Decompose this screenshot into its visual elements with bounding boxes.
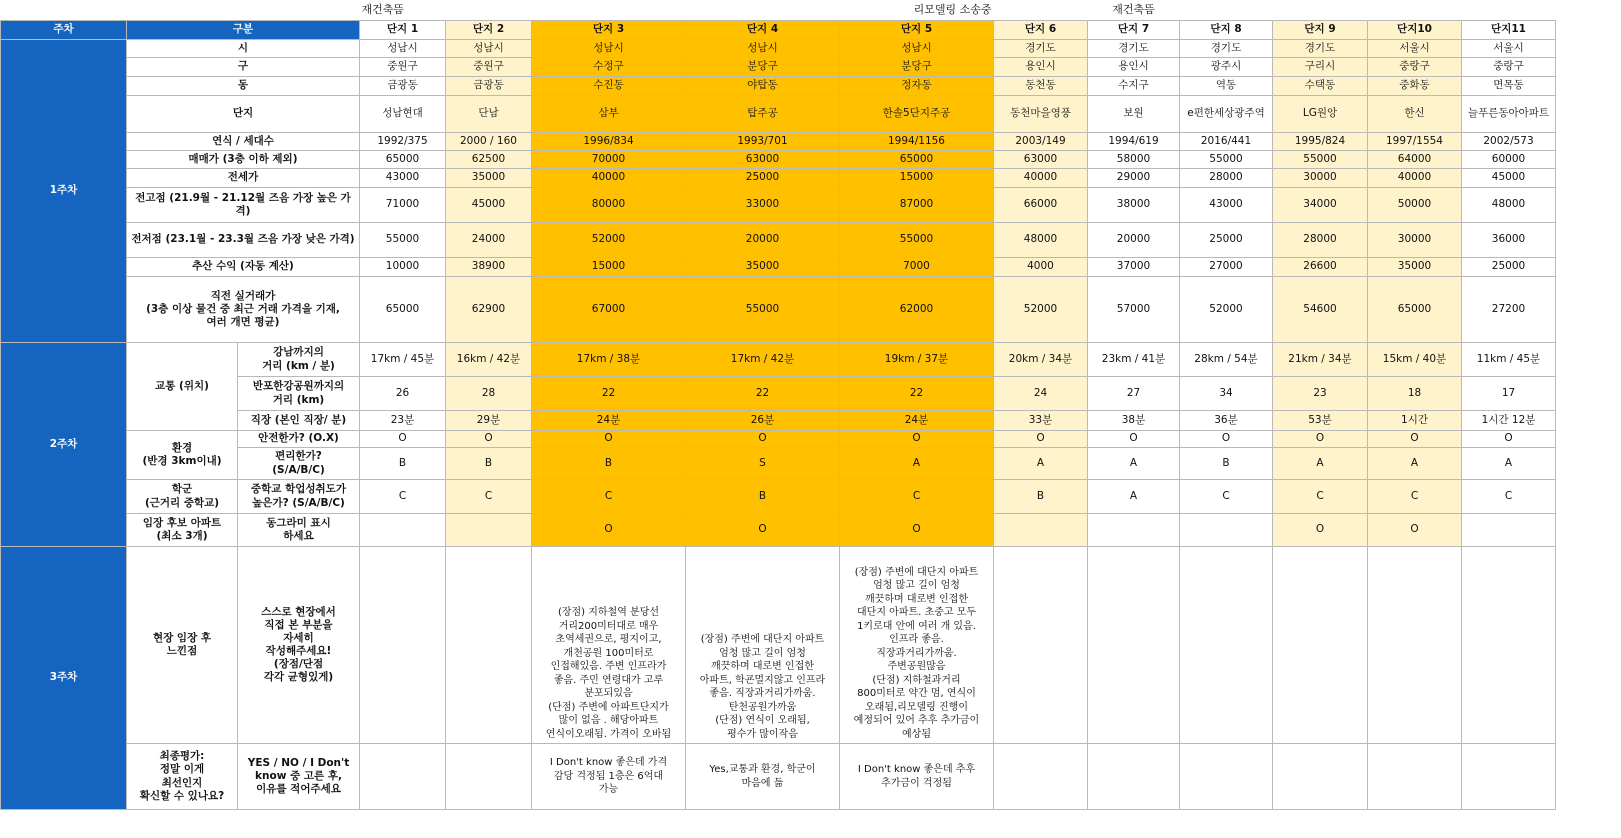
header-complex-8: 단지 8	[1180, 21, 1273, 40]
week1-r6-c10: 64000	[1368, 151, 1462, 169]
week1-r4-c10: 한신	[1368, 96, 1462, 133]
week1-r9-c6: 48000	[994, 223, 1088, 258]
top-blank	[1180, 0, 1273, 21]
week1-r11-c11: 27200	[1462, 277, 1556, 343]
school-label: 학군 (근거리 중학교)	[127, 480, 238, 514]
week1-r2-c10: 중랑구	[1368, 58, 1462, 77]
week2-r3-c6: 33분	[994, 411, 1088, 431]
header-complex-2: 단지 2	[446, 21, 532, 40]
impression-c3: (장점) 지하철역 분당선 거리200미터대로 매우 초역세권으로, 평지이고, 개천공원 100미터로 인접해있음. 주변 인프라가 좋음. 주민 연령대가 고루 분포되있음 (단점) 주변에 아파트단지가 많이 없음 . 해당아파트 연식이오래됨. 가격이 오바됨	[532, 547, 686, 744]
week1-r1-c1: 성남시	[360, 40, 446, 58]
week2-sub-label-6: 중학교 학업성취도가 높은가? (S/A/B/C)	[238, 480, 360, 514]
week1-r5-c5: 1994/1156	[840, 133, 994, 151]
week1-r11-c9: 54600	[1273, 277, 1368, 343]
week2-r2-c4: 22	[686, 377, 840, 411]
week1-r6-c6: 63000	[994, 151, 1088, 169]
week1-r8-c8: 43000	[1180, 188, 1273, 223]
week1-r9-c2: 24000	[446, 223, 532, 258]
week1-r6-c8: 55000	[1180, 151, 1273, 169]
week1-r10-c7: 37000	[1088, 258, 1180, 277]
week1-row-label-6: 매매가 (3층 이하 제외)	[127, 151, 360, 169]
week1-r11-c8: 52000	[1180, 277, 1273, 343]
week1-r1-c8: 경기도	[1180, 40, 1273, 58]
top-label-rebuild-1: 재건축뜸	[360, 0, 446, 21]
week1-r6-c1: 65000	[360, 151, 446, 169]
week2-r6-c7: A	[1088, 480, 1180, 514]
visit-candidate-label: 임장 후보 아파트 (최소 3개)	[127, 514, 238, 547]
week2-r4-c9: O	[1273, 431, 1368, 448]
final-eval-label: 최종평가: 정말 이게 최선인지 확신할 수 있나요?	[127, 744, 238, 810]
week2-r4-c4: O	[686, 431, 840, 448]
week1-r4-c7: 보원	[1088, 96, 1180, 133]
header-complex-11: 단지11	[1462, 21, 1556, 40]
week1-r1-c2: 성남시	[446, 40, 532, 58]
week1-r5-c11: 2002/573	[1462, 133, 1556, 151]
week1-r9-c4: 20000	[686, 223, 840, 258]
week2-r7-c11	[1462, 514, 1556, 547]
week1-r9-c7: 20000	[1088, 223, 1180, 258]
week1-r9-c10: 30000	[1368, 223, 1462, 258]
week1-r9-c9: 28000	[1273, 223, 1368, 258]
week1-r7-c3: 40000	[532, 169, 686, 188]
header-complex-3: 단지 3	[532, 21, 686, 40]
week1-r11-c2: 62900	[446, 277, 532, 343]
week2-r4-c7: O	[1088, 431, 1180, 448]
week1-r7-c8: 28000	[1180, 169, 1273, 188]
week2-r6-c1: C	[360, 480, 446, 514]
week-2-label: 2주차	[1, 343, 127, 547]
impression-c7	[1088, 547, 1180, 744]
week1-r5-c8: 2016/441	[1180, 133, 1273, 151]
week2-r3-c3: 24분	[532, 411, 686, 431]
week1-r3-c9: 수택동	[1273, 77, 1368, 96]
week1-r4-c5: 한솔5단지주공	[840, 96, 994, 133]
week1-r10-c10: 35000	[1368, 258, 1462, 277]
header-complex-1: 단지 1	[360, 21, 446, 40]
week1-r6-c3: 70000	[532, 151, 686, 169]
final-eval-c7	[1088, 744, 1180, 810]
week1-r3-c1: 금광동	[360, 77, 446, 96]
week1-r5-c7: 1994/619	[1088, 133, 1180, 151]
week1-row-label-3: 동	[127, 77, 360, 96]
week2-r7-c3: O	[532, 514, 686, 547]
week2-r1-c8: 28km / 54분	[1180, 343, 1273, 377]
week2-sub-label-7: 동그라미 표시 하세요	[238, 514, 360, 547]
impression-c5: (장점) 주변에 대단지 아파트 엄청 많고 길이 엄청 깨끗하며 대로변 인접한 대단지 아파트. 초중고 모두 1키로대 안에 여러 개 있음. 인프라 좋음. 직장과거리가까움. 주변공원많음 (단점) 지하철과거리 800미터로 약간 멈, 연식이 오래됨,리모델링 진행이 예정되어 있어 추후 추가금이 예상됨	[840, 547, 994, 744]
week1-r10-c3: 15000	[532, 258, 686, 277]
week2-r5-c1: B	[360, 448, 446, 480]
week1-r10-c5: 7000	[840, 258, 994, 277]
traffic-label: 교통 (위치)	[127, 343, 238, 431]
impression-c6	[994, 547, 1088, 744]
week1-r6-c9: 55000	[1273, 151, 1368, 169]
final-eval-c10	[1368, 744, 1462, 810]
week1-row-label-1: 시	[127, 40, 360, 58]
week1-r7-c10: 40000	[1368, 169, 1462, 188]
week2-r5-c10: A	[1368, 448, 1462, 480]
week2-r6-c5: C	[840, 480, 994, 514]
week2-r2-c7: 27	[1088, 377, 1180, 411]
week2-r7-c8	[1180, 514, 1273, 547]
week1-r5-c6: 2003/149	[994, 133, 1088, 151]
week2-sub-label-5: 편리한가? (S/A/B/C)	[238, 448, 360, 480]
week1-r8-c3: 80000	[532, 188, 686, 223]
impression-label: 현장 임장 후 느낀점	[127, 547, 238, 744]
week2-r7-c5: O	[840, 514, 994, 547]
week1-r7-c9: 30000	[1273, 169, 1368, 188]
week2-r1-c9: 21km / 34분	[1273, 343, 1368, 377]
top-blank	[1368, 0, 1462, 21]
week1-r6-c4: 63000	[686, 151, 840, 169]
top-label-remodel: 리모델링 소송중	[840, 0, 994, 21]
week2-r6-c10: C	[1368, 480, 1462, 514]
final-eval-c3: I Don't know 좋은데 가격 감당 걱정됨 1층은 6억대 가능	[532, 744, 686, 810]
week2-r5-c4: S	[686, 448, 840, 480]
week1-r8-c9: 34000	[1273, 188, 1368, 223]
week1-r4-c4: 탑주공	[686, 96, 840, 133]
week1-r11-c5: 62000	[840, 277, 994, 343]
final-eval-guide: YES / NO / I Don't know 중 고른 후, 이유를 적어주세요	[238, 744, 360, 810]
final-eval-c8	[1180, 744, 1273, 810]
impression-c11	[1462, 547, 1556, 744]
week1-row-label-9: 전저점 (23.1월 - 23.3월 즈음 가장 낮은 가격)	[127, 223, 360, 258]
week2-r2-c11: 17	[1462, 377, 1556, 411]
week2-r6-c11: C	[1462, 480, 1556, 514]
week1-r7-c11: 45000	[1462, 169, 1556, 188]
week1-r3-c10: 중화동	[1368, 77, 1462, 96]
week2-r3-c2: 29분	[446, 411, 532, 431]
week2-r2-c5: 22	[840, 377, 994, 411]
week1-r2-c11: 중랑구	[1462, 58, 1556, 77]
week1-r10-c6: 4000	[994, 258, 1088, 277]
week1-r6-c5: 65000	[840, 151, 994, 169]
week1-r7-c6: 40000	[994, 169, 1088, 188]
week1-r10-c11: 25000	[1462, 258, 1556, 277]
week2-r2-c9: 23	[1273, 377, 1368, 411]
week1-r11-c3: 67000	[532, 277, 686, 343]
week2-r3-c4: 26분	[686, 411, 840, 431]
week-3-label: 3주차	[1, 547, 127, 810]
week1-r4-c9: LG원앙	[1273, 96, 1368, 133]
week2-r1-c4: 17km / 42분	[686, 343, 840, 377]
week1-r8-c2: 45000	[446, 188, 532, 223]
week1-r1-c11: 서울시	[1462, 40, 1556, 58]
week1-r10-c8: 27000	[1180, 258, 1273, 277]
week1-r2-c5: 분당구	[840, 58, 994, 77]
week1-r10-c4: 35000	[686, 258, 840, 277]
week2-r5-c3: B	[532, 448, 686, 480]
top-blank	[1, 0, 360, 21]
week2-r7-c1	[360, 514, 446, 547]
week1-row-label-4: 단지	[127, 96, 360, 133]
week1-r3-c2: 금광동	[446, 77, 532, 96]
week2-r2-c2: 28	[446, 377, 532, 411]
final-eval-c9	[1273, 744, 1368, 810]
header-complex-9: 단지 9	[1273, 21, 1368, 40]
week2-r5-c6: A	[994, 448, 1088, 480]
week2-r6-c3: C	[532, 480, 686, 514]
week1-r2-c9: 구리시	[1273, 58, 1368, 77]
week1-r2-c1: 중원구	[360, 58, 446, 77]
week1-r11-c6: 52000	[994, 277, 1088, 343]
week2-r5-c2: B	[446, 448, 532, 480]
week1-r5-c1: 1992/375	[360, 133, 446, 151]
week1-r7-c4: 25000	[686, 169, 840, 188]
week1-r11-c7: 57000	[1088, 277, 1180, 343]
header-complex-5: 단지 5	[840, 21, 994, 40]
week1-r8-c10: 50000	[1368, 188, 1462, 223]
week1-r3-c4: 야탑동	[686, 77, 840, 96]
week1-r3-c6: 동천동	[994, 77, 1088, 96]
week1-r11-c4: 55000	[686, 277, 840, 343]
week1-r4-c2: 단남	[446, 96, 532, 133]
final-eval-c6	[994, 744, 1088, 810]
week2-r4-c1: O	[360, 431, 446, 448]
top-blank	[994, 0, 1088, 21]
week2-r5-c5: A	[840, 448, 994, 480]
week1-row-label-2: 구	[127, 58, 360, 77]
final-eval-c11	[1462, 744, 1556, 810]
week2-r7-c10: O	[1368, 514, 1462, 547]
week2-r3-c11: 1시간 12분	[1462, 411, 1556, 431]
final-eval-c2	[446, 744, 532, 810]
week1-r8-c7: 38000	[1088, 188, 1180, 223]
week1-r7-c2: 35000	[446, 169, 532, 188]
week1-r1-c5: 성남시	[840, 40, 994, 58]
week2-r5-c9: A	[1273, 448, 1368, 480]
impression-c10	[1368, 547, 1462, 744]
week2-r1-c10: 15km / 40분	[1368, 343, 1462, 377]
week2-r4-c3: O	[532, 431, 686, 448]
final-eval-c1	[360, 744, 446, 810]
week1-r10-c9: 26600	[1273, 258, 1368, 277]
week2-r6-c2: C	[446, 480, 532, 514]
week2-r2-c1: 26	[360, 377, 446, 411]
week2-r3-c9: 53분	[1273, 411, 1368, 431]
week1-r7-c7: 29000	[1088, 169, 1180, 188]
week2-r1-c1: 17km / 45분	[360, 343, 446, 377]
header-complex-10: 단지10	[1368, 21, 1462, 40]
week1-r10-c2: 38900	[446, 258, 532, 277]
week1-r8-c4: 33000	[686, 188, 840, 223]
impression-c2	[446, 547, 532, 744]
week1-row-label-7: 전세가	[127, 169, 360, 188]
week1-r3-c5: 정자동	[840, 77, 994, 96]
week2-sub-label-3: 직장 (본인 직장/ 분)	[238, 411, 360, 431]
week1-r9-c11: 36000	[1462, 223, 1556, 258]
top-blank	[532, 0, 686, 21]
week1-r2-c6: 용인시	[994, 58, 1088, 77]
top-blank	[1462, 0, 1556, 21]
week1-r3-c7: 수지구	[1088, 77, 1180, 96]
week1-r8-c1: 71000	[360, 188, 446, 223]
week2-r5-c8: B	[1180, 448, 1273, 480]
week2-r1-c5: 19km / 37분	[840, 343, 994, 377]
week2-sub-label-2: 반포한강공원까지의 거리 (km)	[238, 377, 360, 411]
week1-r1-c10: 서울시	[1368, 40, 1462, 58]
week1-r3-c3: 수진동	[532, 77, 686, 96]
week2-r5-c11: A	[1462, 448, 1556, 480]
header-complex-4: 단지 4	[686, 21, 840, 40]
impression-c4: (장점) 주변에 대단지 아파트 엄청 많고 길이 엄청 깨끗하며 대로변 인접한 아파트, 학굔멀지않고 인프라 좋음. 직장과거리가까움. 탄천공원가까움 (단점) 연식이 오래됨, 평수가 많이작음	[686, 547, 840, 744]
week1-row-label-10: 추산 수익 (자동 계산)	[127, 258, 360, 277]
week2-r1-c11: 11km / 45분	[1462, 343, 1556, 377]
environment-label: 환경 (반경 3km이내)	[127, 431, 238, 480]
week2-r2-c10: 18	[1368, 377, 1462, 411]
week2-r4-c6: O	[994, 431, 1088, 448]
week2-r6-c6: B	[994, 480, 1088, 514]
week1-r4-c1: 성남현대	[360, 96, 446, 133]
week2-r6-c4: B	[686, 480, 840, 514]
impression-c1	[360, 547, 446, 744]
week2-r2-c8: 34	[1180, 377, 1273, 411]
top-blank	[1273, 0, 1368, 21]
week2-r7-c4: O	[686, 514, 840, 547]
week1-r9-c5: 55000	[840, 223, 994, 258]
week1-r4-c3: 삼부	[532, 96, 686, 133]
week2-r3-c10: 1시간	[1368, 411, 1462, 431]
final-eval-c4: Yes,교통과 환경, 학군이 마음에 듦	[686, 744, 840, 810]
top-blank	[446, 0, 532, 21]
week1-r1-c4: 성남시	[686, 40, 840, 58]
week2-r1-c2: 16km / 42분	[446, 343, 532, 377]
week1-r5-c3: 1996/834	[532, 133, 686, 151]
week1-r8-c11: 48000	[1462, 188, 1556, 223]
week1-r11-c10: 65000	[1368, 277, 1462, 343]
week1-r2-c4: 분당구	[686, 58, 840, 77]
week1-r7-c1: 43000	[360, 169, 446, 188]
week2-r6-c8: C	[1180, 480, 1273, 514]
week2-r4-c11: O	[1462, 431, 1556, 448]
week2-r6-c9: C	[1273, 480, 1368, 514]
week1-r2-c3: 수정구	[532, 58, 686, 77]
week2-r1-c6: 20km / 34분	[994, 343, 1088, 377]
week2-sub-label-4: 안전한가? (O.X)	[238, 431, 360, 448]
header-week: 주차	[1, 21, 127, 40]
top-label-rebuild-2: 재건축뜸	[1088, 0, 1180, 21]
week1-r1-c7: 경기도	[1088, 40, 1180, 58]
week1-row-label-11: 직전 실거래가 (3층 이상 물건 중 최근 거래 가격을 기재, 여러 개면 평균)	[127, 277, 360, 343]
week1-r6-c7: 58000	[1088, 151, 1180, 169]
week1-r5-c10: 1997/1554	[1368, 133, 1462, 151]
week2-r3-c1: 23분	[360, 411, 446, 431]
week1-row-label-5: 연식 / 세대수	[127, 133, 360, 151]
week1-r5-c4: 1993/701	[686, 133, 840, 151]
week1-r1-c9: 경기도	[1273, 40, 1368, 58]
header-complex-6: 단지 6	[994, 21, 1088, 40]
week-1-label: 1주차	[1, 40, 127, 343]
week1-r5-c9: 1995/824	[1273, 133, 1368, 151]
week2-r4-c5: O	[840, 431, 994, 448]
week1-r8-c6: 66000	[994, 188, 1088, 223]
week1-r3-c11: 면목동	[1462, 77, 1556, 96]
impression-c8	[1180, 547, 1273, 744]
header-category: 구분	[127, 21, 360, 40]
week2-r7-c2	[446, 514, 532, 547]
week1-r9-c3: 52000	[532, 223, 686, 258]
week1-r7-c5: 15000	[840, 169, 994, 188]
week1-r2-c2: 중원구	[446, 58, 532, 77]
week2-r7-c6	[994, 514, 1088, 547]
week1-r4-c8: e편한세상광주역	[1180, 96, 1273, 133]
week2-sub-label-1: 강남까지의 거리 (km / 분)	[238, 343, 360, 377]
week1-r6-c2: 62500	[446, 151, 532, 169]
week1-r9-c1: 55000	[360, 223, 446, 258]
week1-r1-c3: 성남시	[532, 40, 686, 58]
impression-guide: 스스로 현장에서 직접 본 부분을 자세히 작성해주세요! (장점/단점 각각 균형있게)	[238, 547, 360, 744]
week1-r3-c8: 역동	[1180, 77, 1273, 96]
week1-r5-c2: 2000 / 160	[446, 133, 532, 151]
week2-r1-c3: 17km / 38분	[532, 343, 686, 377]
week2-r3-c8: 36분	[1180, 411, 1273, 431]
header-complex-7: 단지 7	[1088, 21, 1180, 40]
week1-r4-c11: 늘푸른동아아파트	[1462, 96, 1556, 133]
week2-r7-c9: O	[1273, 514, 1368, 547]
week1-r11-c1: 65000	[360, 277, 446, 343]
week1-r8-c5: 87000	[840, 188, 994, 223]
final-eval-c5: I Don't know 좋은데 추후 추가금이 걱정됨	[840, 744, 994, 810]
week2-r1-c7: 23km / 41분	[1088, 343, 1180, 377]
week1-r9-c8: 25000	[1180, 223, 1273, 258]
week2-r2-c6: 24	[994, 377, 1088, 411]
week1-r10-c1: 10000	[360, 258, 446, 277]
week2-r2-c3: 22	[532, 377, 686, 411]
week1-r4-c6: 동천마을영풍	[994, 96, 1088, 133]
impression-c9	[1273, 547, 1368, 744]
week1-r6-c11: 60000	[1462, 151, 1556, 169]
week2-r4-c10: O	[1368, 431, 1462, 448]
top-blank	[686, 0, 840, 21]
week1-row-label-8: 전고점 (21.9월 - 21.12월 즈음 가장 높은 가격)	[127, 188, 360, 223]
week2-r4-c2: O	[446, 431, 532, 448]
week2-r5-c7: A	[1088, 448, 1180, 480]
week1-r2-c8: 광주시	[1180, 58, 1273, 77]
week2-r3-c7: 38분	[1088, 411, 1180, 431]
week1-r1-c6: 경기도	[994, 40, 1088, 58]
week2-r7-c7	[1088, 514, 1180, 547]
week2-r4-c8: O	[1180, 431, 1273, 448]
week2-r3-c5: 24분	[840, 411, 994, 431]
week1-r2-c7: 용인시	[1088, 58, 1180, 77]
